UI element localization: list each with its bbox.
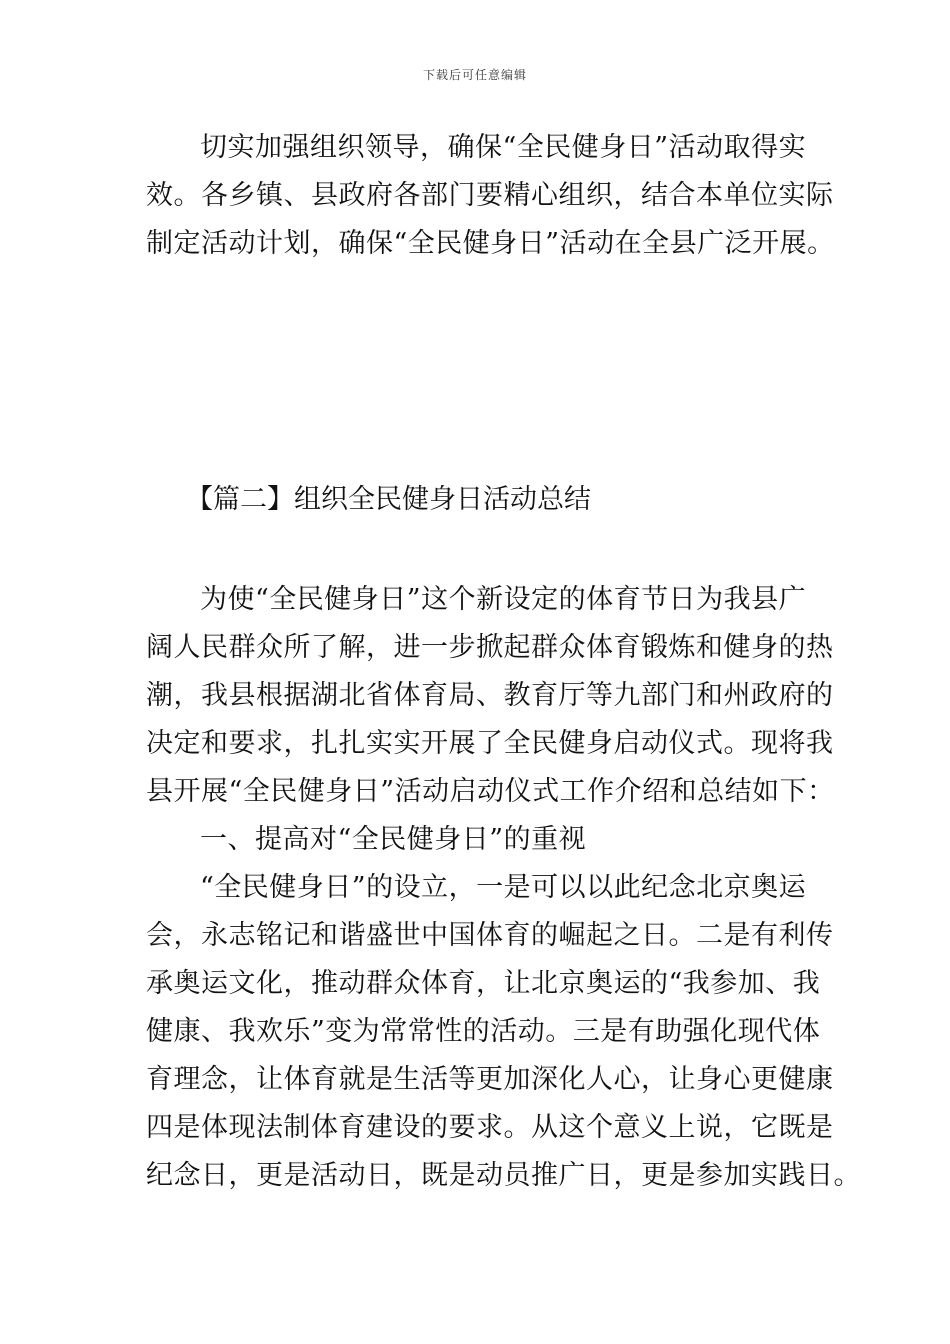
- paragraph-line: 决定和要求，扎扎实实开展了全民健身启动仪式。现将我: [146, 728, 834, 759]
- section2-title: 【篇二】组织全民健身日活动总结: [186, 484, 591, 515]
- paragraph-line: 纪念日，更是活动日，既是动员推广日，更是参加实践日。: [146, 1160, 861, 1191]
- paragraph-line: 会，永志铭记和谐盛世中国体育的崛起之日。二是有利传: [146, 920, 834, 951]
- paragraph-line: “全民健身日”的设立，一是可以以此纪念北京奥运: [200, 872, 807, 903]
- paragraph-line: 健康、我欢乐”变为常常性的活动。三是有助强化现代体: [146, 1016, 821, 1047]
- paragraph-line: 育理念，让体育就是生活等更加深化人心，让身心更健康: [146, 1064, 834, 1095]
- paragraph-line: 潮，我县根据湖北省体育局、教育厅等九部门和州政府的: [146, 680, 834, 711]
- paragraph-line: 切实加强组织领导，确保“全民健身日”活动取得实: [200, 132, 807, 163]
- paragraph-line: 效。各乡镇、县政府各部门要精心组织，结合本单位实际: [146, 180, 834, 211]
- paragraph-line: 四是体现法制体育建设的要求。从这个意义上说，它既是: [146, 1112, 834, 1143]
- paragraph-line: 阔人民群众所了解，进一步掀起群众体育锻炼和健身的热: [146, 632, 834, 663]
- page-header-note: 下载后可任意编辑: [422, 68, 527, 82]
- paragraph-line: 承奥运文化，推动群众体育，让北京奥运的“我参加、我: [146, 968, 821, 999]
- paragraph-line: 为使“全民健身日”这个新设定的体育节日为我县广: [200, 584, 807, 615]
- section2-subheading: 一、提高对“全民健身日”的重视: [200, 824, 587, 855]
- section2-paragraph-1: [146, 576, 861, 1200]
- section1-paragraph: [146, 124, 835, 268]
- paragraph-line: 制定活动计划，确保“全民健身日”活动在全县广泛开展。: [146, 228, 835, 259]
- paragraph-line: 县开展“全民健身日”活动启动仪式工作介绍和总结如下：: [146, 776, 835, 807]
